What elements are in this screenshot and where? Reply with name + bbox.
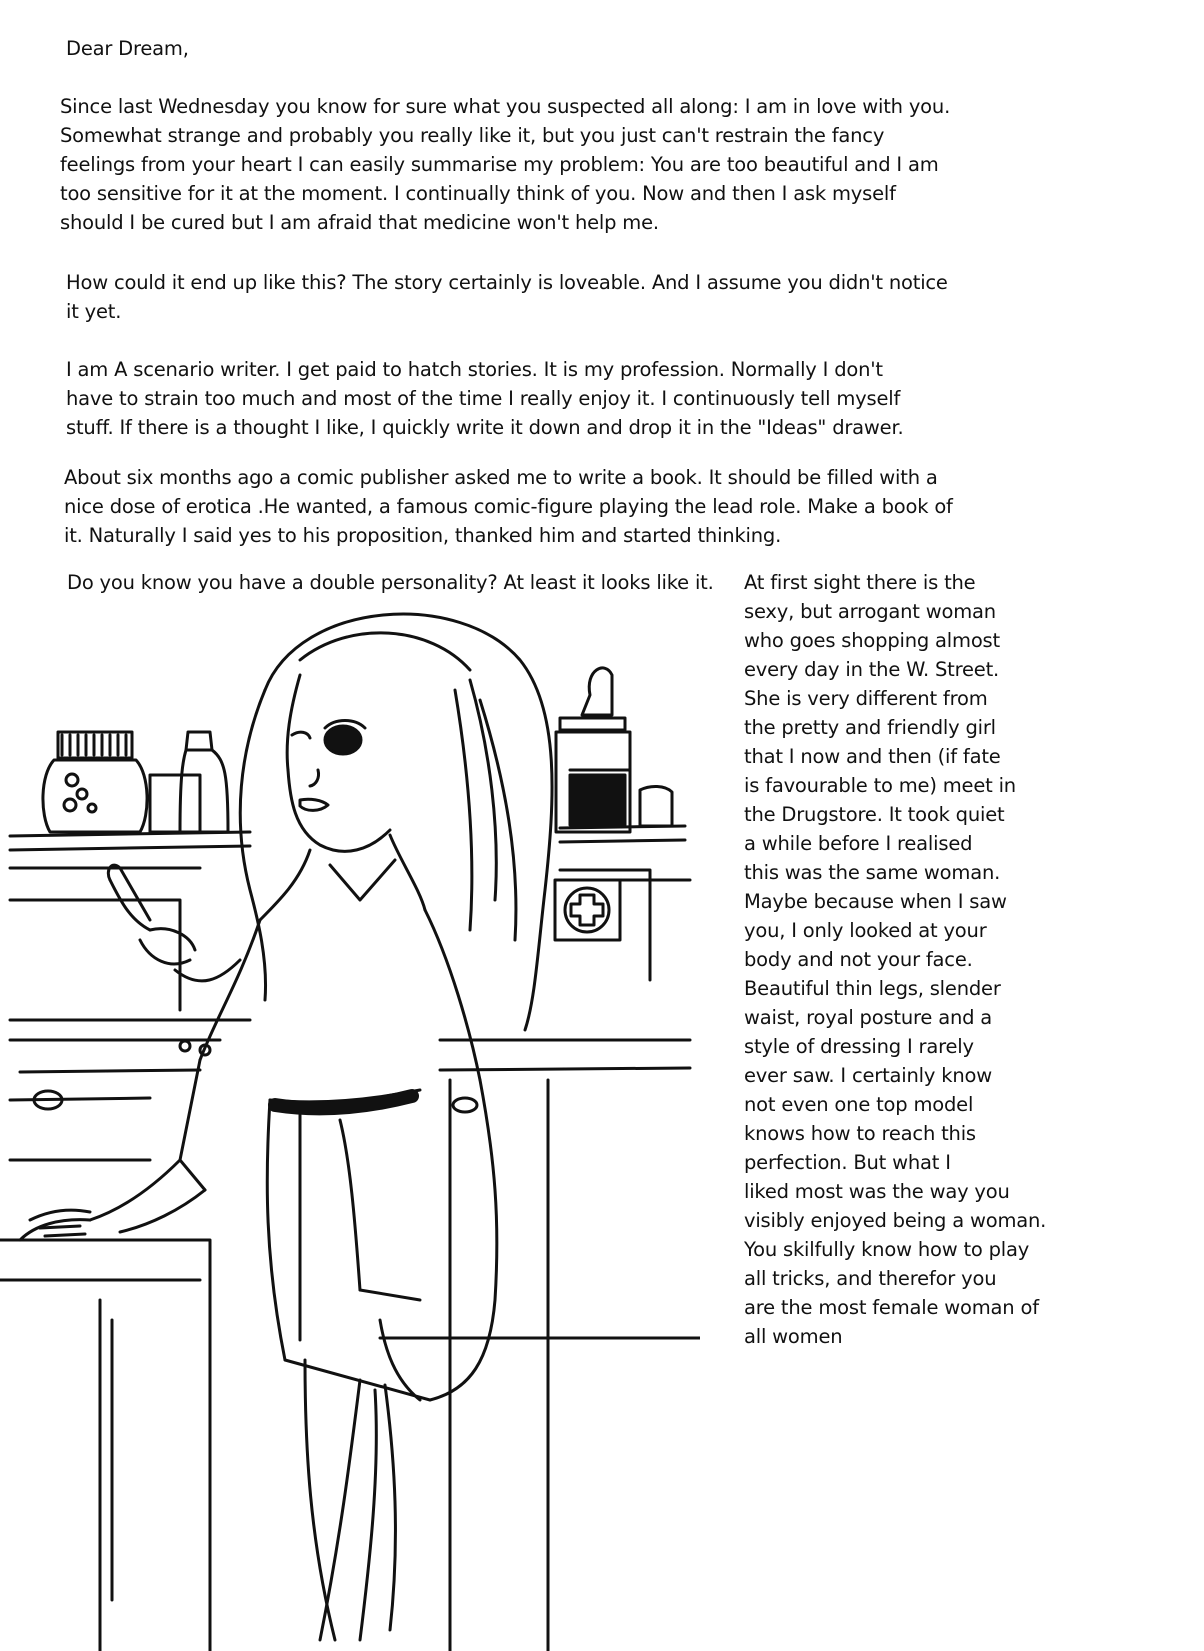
text-line: have to strain too much and most of the time I really enjoy it. I continuously tell myself	[66, 387, 901, 410]
text-line: I am A scenario writer. I get paid to hatch stories. It is my profession. Normally I don't	[66, 358, 883, 381]
paragraph-confession	[60, 92, 980, 237]
text-line: a while before I realised	[744, 832, 973, 855]
text-line: nice dose of erotica .He wanted, a famous comic-figure playing the lead role. Make a book of	[64, 495, 953, 518]
text-line: feelings from your heart I can easily summarise my problem: You are too beautiful and I am	[60, 153, 939, 176]
paragraph-question	[66, 268, 986, 326]
text-line: every day in the W. Street.	[744, 658, 1000, 681]
text-line: body and not your face.	[744, 948, 973, 971]
text-line: not even one top model	[744, 1093, 974, 1116]
bottle-icon	[150, 732, 228, 832]
text-line: knows how to reach this	[744, 1122, 976, 1145]
text-line: perfection. But what I	[744, 1151, 951, 1174]
text-line: How could it end up like this? The story certainly is loveable. And I assume you didn't notice	[66, 271, 948, 294]
text-line: liked most was the way you	[744, 1180, 1010, 1203]
text-line: is favourable to me) meet in	[744, 774, 1016, 797]
text-line: who goes shopping almost	[744, 629, 1000, 652]
first-aid-cross-icon	[555, 880, 620, 940]
text-line: the Drugstore. It took quiet	[744, 803, 1005, 826]
paragraph-personality-intro: Do you know you have a double personality? At least it looks like it.	[67, 571, 714, 594]
text-line: all tricks, and therefor you	[744, 1267, 997, 1290]
counter-lines	[0, 868, 700, 1651]
text-line: waist, royal posture and a	[744, 1006, 993, 1029]
medicine-bottle-icon	[556, 668, 672, 832]
text-line: are the most female woman of	[744, 1296, 1039, 1319]
text-line: sexy, but arrogant woman	[744, 600, 996, 623]
text-line: visibly enjoyed being a woman.	[744, 1209, 1047, 1232]
drugstore-woman-illustration	[0, 600, 700, 1651]
text-line: At first sight there is the	[744, 571, 976, 594]
text-line: She is very different from	[744, 687, 988, 710]
paragraph-personality-column	[744, 568, 1047, 1351]
paragraph-publisher	[64, 463, 1024, 550]
belt-outline	[275, 1096, 412, 1108]
text-line: all women	[744, 1325, 843, 1348]
paragraph-profession	[66, 355, 1026, 442]
text-line: this was the same woman.	[744, 861, 1001, 884]
text-line: Somewhat strange and probably you really like it, but you just can't restrain the fancy	[60, 124, 885, 147]
text-line: You skilfully know how to play	[744, 1238, 1030, 1261]
resting-hand-outline	[20, 1160, 205, 1240]
letter-greeting: Dear Dream,	[66, 37, 189, 60]
text-line: stuff. If there is a thought I like, I quickly write it down and drop it in the "Ideas" drawer.	[66, 416, 904, 439]
text-line: it. Naturally I said yes to his proposition, thanked him and started thinking.	[64, 524, 782, 547]
text-line: should I be cured but I am afraid that medicine won't help me.	[60, 211, 659, 234]
text-line: too sensitive for it at the moment. I continually think of you. Now and then I ask myself	[60, 182, 896, 205]
text-line: Maybe because when I saw	[744, 890, 1007, 913]
text-line: ever saw. I certainly know	[744, 1064, 992, 1087]
jar-icon	[43, 732, 147, 832]
hand-outline	[108, 865, 240, 981]
text-line: Since last Wednesday you know for sure what you suspected all along: I am in love with you.	[60, 95, 951, 118]
shelf-lines	[10, 826, 685, 850]
text-line: that I now and then (if fate	[744, 745, 1001, 768]
hair-outline	[240, 614, 552, 1030]
text-line: Beautiful thin legs, slender	[744, 977, 1001, 1000]
text-line: you, I only looked at your	[744, 919, 987, 942]
legs-outline	[305, 1320, 420, 1640]
text-line: About six months ago a comic publisher asked me to write a book. It should be filled with a	[64, 466, 938, 489]
text-line: the pretty and friendly girl	[744, 716, 996, 739]
text-line: style of dressing I rarely	[744, 1035, 974, 1058]
face-outline	[288, 721, 390, 852]
text-line: it yet.	[66, 300, 122, 323]
